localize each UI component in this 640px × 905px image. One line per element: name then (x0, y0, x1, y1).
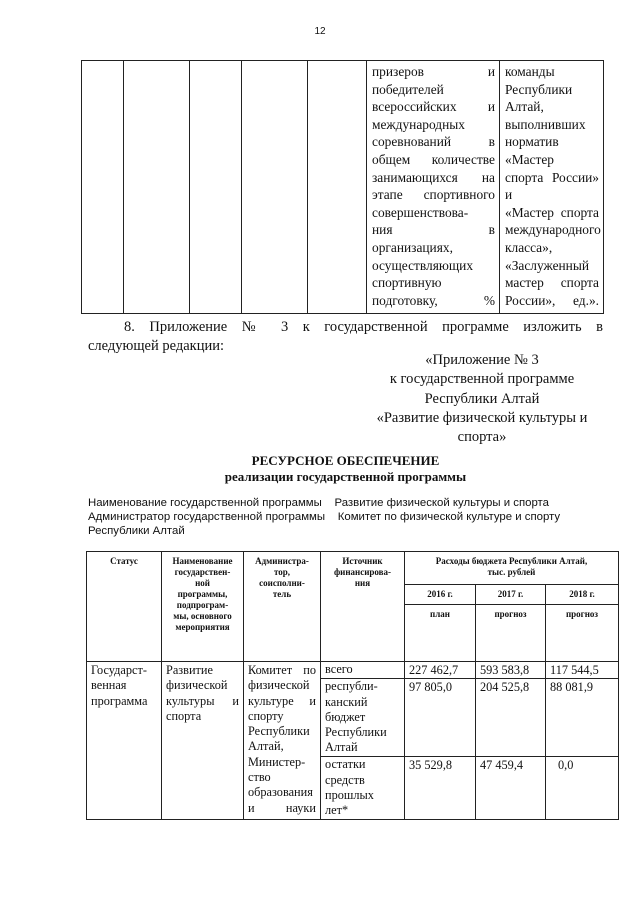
header-type: прогноз (476, 605, 546, 662)
value-2018-cell: 117 544,5 (546, 662, 619, 679)
header-year: 2017 г. (476, 585, 546, 605)
header-admin: Администра- тор, соисполни- тель (244, 552, 321, 662)
header-name: Наименование государствен- ной программы, подпрограм- мы, основного мероприятия (162, 552, 244, 662)
program-value: Развитие физической культуры и спорта (334, 497, 549, 509)
value-2016-cell: 97 805,0 (405, 679, 476, 757)
program-label: Наименование государственной программы (88, 497, 322, 509)
title-line: РЕСУРСНОЕ ОБЕСПЕЧЕНИЕ (251, 453, 440, 468)
program-name-cell: Развитие физической культуры и спорта (162, 662, 244, 820)
appendix-header: «Приложение № 3 к государственной программе Республики Алтай «Развитие физической культуры и спорта» (376, 352, 588, 446)
value-2018-cell: 88 081,9 (546, 679, 619, 757)
table-row (82, 61, 604, 314)
table-cell (242, 61, 308, 314)
value-2017-cell: 593 583,8 (476, 662, 546, 679)
table-cell (190, 61, 242, 314)
admin-line (88, 510, 608, 524)
administrator-cell: Комитет по физической культуре и спорту Республики Алтай, Министер- ство образования и науки (244, 662, 321, 820)
program-name-line (88, 496, 608, 510)
header-source: Источник финансирова- ния (321, 552, 405, 662)
source-cell: республи- канский бюджет Республики Алтай (321, 679, 405, 757)
admin-value: Комитет по физической культуре и спорту (337, 511, 561, 523)
paragraph-line: 8. Приложение № 3 к государственной программе изложить в (124, 319, 603, 335)
table-cell (124, 61, 190, 314)
header-status: Статус (87, 552, 162, 662)
value-2017-cell: 47 459,4 (476, 757, 546, 820)
status-cell: Государст- венная программа (87, 662, 162, 820)
indicator-description-cell: призеров и победителей всероссийских и международных соревнований в общем количестве занимающихся на этапе спортивного совершенствова- ния в организациях, осуществляющих спортивную подготовку, % (367, 61, 500, 314)
page-number: 12 (314, 26, 326, 37)
header-year: 2018 г. (546, 585, 619, 605)
resource-table (86, 551, 619, 820)
value-2018-cell: 0,0 (546, 757, 619, 820)
header-type: прогноз (546, 605, 619, 662)
value-2016-cell: 35 529,8 (405, 757, 476, 820)
table-row (87, 662, 619, 679)
program-info (88, 496, 608, 538)
header-type: план (405, 605, 476, 662)
paragraph-line: следующей редакции: (88, 338, 225, 354)
indicator-description-cell: команды Республики Алтай, выполнивших норматив «Мастер спорта России» и «Мастер спорта международного класса», «Заслуженный мастер спорта России», ед.». (500, 61, 604, 314)
admin-label: Администратор государственной программы (88, 511, 326, 523)
indicators-table-continuation (81, 60, 604, 314)
table-cell (308, 61, 367, 314)
document-title (88, 453, 603, 485)
header-expenses: Расходы бюджета Республики Алтай, тыс. рублей (405, 552, 619, 585)
value-2017-cell: 204 525,8 (476, 679, 546, 757)
table-header-row (87, 552, 619, 585)
source-cell: остатки средств прошлых лет* (321, 757, 405, 820)
subtitle-line: реализации государственной программы (224, 469, 467, 484)
source-cell: всего (321, 662, 405, 679)
value-2016-cell: 227 462,7 (405, 662, 476, 679)
header-year: 2016 г. (405, 585, 476, 605)
admin-value-continued: Республики Алтай (88, 525, 185, 537)
table-cell (82, 61, 124, 314)
